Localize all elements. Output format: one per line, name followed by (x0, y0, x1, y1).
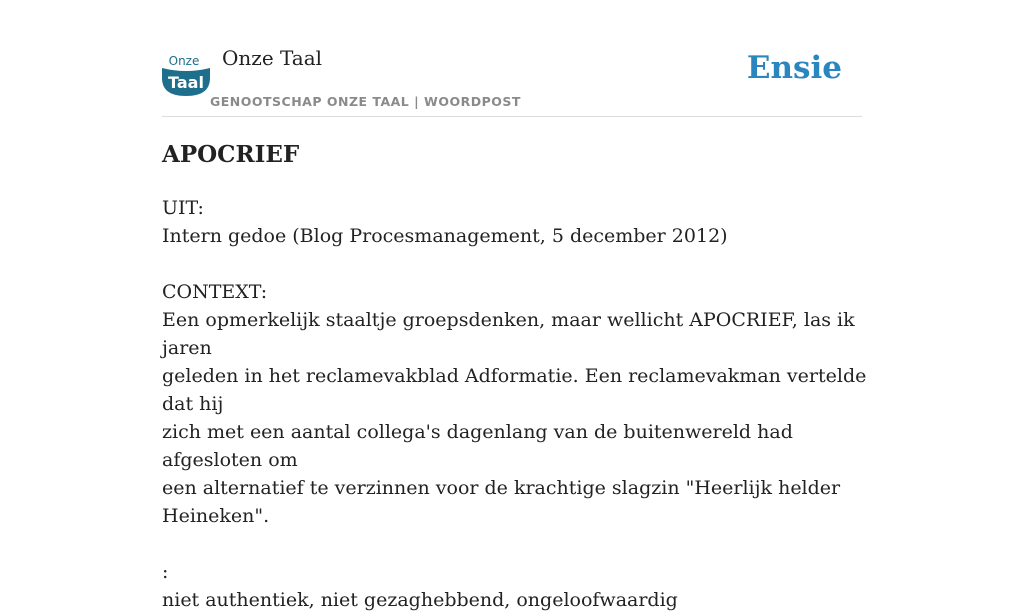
site-subtitle[interactable]: GENOOTSCHAP ONZE TAAL | WOORDPOST (210, 94, 521, 109)
site-title[interactable]: Onze Taal (222, 46, 323, 70)
context-label: CONTEXT: (162, 281, 268, 303)
header (162, 40, 862, 117)
logo-bottom-text: Taal (168, 73, 204, 92)
context-line: geleden in het reclamevakblad Adformatie. Een reclamevakman vertelde dat hij (162, 365, 867, 415)
ensie-brand-logo[interactable]: Ensie (746, 50, 842, 86)
definition-text: niet authentiek, niet gezaghebbend, ongeloofwaardig (162, 589, 678, 611)
context-line: een alternatief te verzinnen voor de krachtige slagzin "Heerlijk helder Heineken". (162, 477, 841, 527)
source-text: Intern gedoe (Blog Procesmanagement, 5 december 2012) (162, 225, 728, 247)
definition-label: : (162, 561, 169, 583)
onze-taal-logo[interactable] (162, 54, 210, 96)
entry-content (162, 138, 882, 614)
source-label: UIT: (162, 197, 204, 219)
entry-title: APOCRIEF (162, 141, 300, 168)
context-line: Een opmerkelijk staaltje groepsdenken, maar wellicht APOCRIEF, las ik jaren (162, 309, 855, 359)
context-line: zich met een aantal collega's dagenlang van de buitenwereld had afgesloten om (162, 421, 793, 471)
logo-top-text: Onze (168, 54, 200, 68)
